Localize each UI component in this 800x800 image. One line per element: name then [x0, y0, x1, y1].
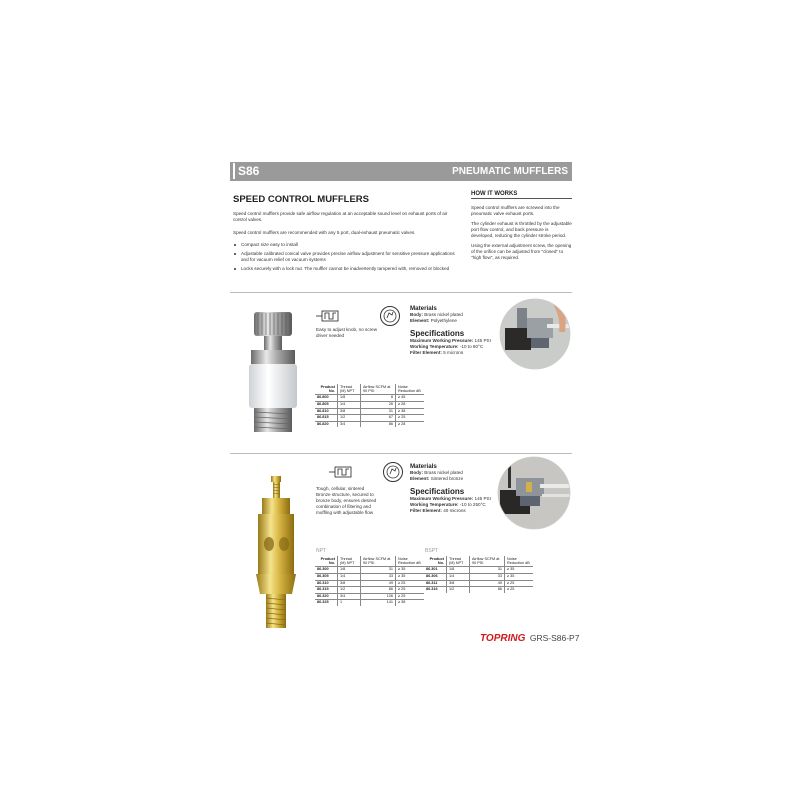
- list-item: Adjustable calibrated conical valve provides precise airflow adjustment for sensitive pressure applications and for vacuum relief on vacuum systems: [233, 251, 461, 263]
- npt-table: Product No. Thread (M) NPT Airflow SCFM at 90 PSI Noise Reduction dB 86.300 1/8 31 ≥ 35 86.305 1/4 33 ≥ 35 86.310 3/8 49 ≥ 25 86.315 1/2 86 ≥ 25 86.320 3/4 106 ≥ 25 86.325 1 141 ≥ 38: [315, 556, 424, 606]
- element-material: Sintered bronze: [430, 476, 464, 481]
- footer: [480, 628, 579, 646]
- product-1-table: Product No. Thread (M) NPT Airflow SCFM at 90 PSI Noise Reduction dB 86.800 1/8 8 ≥ 45 86.805 1/4 26 ≥ 28 86.810 3/8 31 ≥ 38 86.815 1/2 67 ≥ 25 86.820 3/4 86 ≥ 28: [315, 384, 424, 427]
- section-code: S86: [233, 163, 259, 179]
- feature-list: [233, 242, 461, 275]
- how-it-works-title: HOW IT WORKS: [471, 191, 572, 199]
- bspt-table: Product No. Thread (M) NPT Airflow SCFM at 90 PSI Noise Reduction dB 86.301 1/8 31 ≥ 35 86.306 1/4 33 ≥ 35 86.311 3/8 49 ≥ 25 86.316 1/2 86 ≥ 25: [424, 556, 533, 593]
- table-row: 86.820 3/4 86 ≥ 28: [315, 421, 424, 427]
- materials-heading: Materials: [410, 305, 437, 312]
- working-temp: -10 to 80°C: [459, 344, 484, 349]
- intro-paragraph-2: Speed control mufflers are recommended with any 5 port, dual-exhaust pneumatic valves.: [233, 230, 416, 235]
- how-it-works: [471, 191, 572, 261]
- brand-logo: TOPRING: [480, 633, 526, 644]
- how-paragraph-1: Speed control mufflers are screwed into the pneumatic valve exhaust ports.: [471, 205, 560, 216]
- product-1-note: Easy to adjust knob, no screw driver needed: [316, 327, 378, 338]
- npt-label: NPT: [316, 548, 326, 554]
- quality-seal-icon: [383, 462, 403, 482]
- working-temp: -10 to 250°C: [459, 502, 486, 507]
- table-row: 86.800 1/8 8 ≥ 45: [315, 395, 424, 402]
- quality-seal-icon: [380, 306, 400, 326]
- product-1-specs: Materials Body: Brass nickel plated Element: Polyethylene Specifications Maximum Working Pressure: 145 PSI Working Temperature: -10 to 80°C Filter Element: 5 microns: [410, 305, 510, 356]
- body-material: Brass nickel plated: [424, 312, 463, 317]
- divider: [230, 453, 572, 454]
- table-row: 86.305 1/4 33 ≥ 35: [315, 574, 424, 581]
- page-number: GRS-S86-P7: [529, 633, 580, 643]
- muffler-symbol-icon: [329, 466, 355, 478]
- how-paragraph-3: Using the external adjustment screw, the opening of the orifice can be adjusted from "closed" to "high flow", as required.: [471, 243, 572, 260]
- table-row: 86.311 3/8 49 ≥ 25: [424, 580, 533, 587]
- product-2-note: Tough, cellular, sintered Bronze structure, secured to bronze body, ensures desired combination of filtering and muffling with adjustable flow: [316, 486, 377, 515]
- table-row: 86.300 1/8 31 ≥ 35: [315, 567, 424, 574]
- table-row: 86.315 1/2 86 ≥ 25: [315, 587, 424, 594]
- intro-paragraph-1: Speed control mufflers provide safe airflow regulation at an acceptable sound level on exhaust ports of air control valves.: [233, 211, 448, 222]
- speed-muffler-knob-image: [238, 306, 308, 436]
- application-photo-1: [497, 298, 573, 370]
- max-pressure: 145 PSI: [474, 496, 491, 501]
- how-paragraph-2: The cylinder exhaust is throttled by the adjustable port flow control, and back pressure is developed, reducing the cylinder stroke period.: [471, 221, 572, 238]
- table-row: 86.316 1/2 86 ≥ 25: [424, 587, 533, 593]
- element-material: Polyethylene: [430, 318, 457, 323]
- bspt-label: BSPT: [425, 548, 439, 554]
- product-2-specs: Materials Body: Brass nickel plated Element: Sintered bronze Specifications Maximum Working Pressure: 145 PSI Working Temperature: -10 to 250°C Filter Element: 40 microns: [410, 463, 510, 514]
- list-item: Locks securely with a lock nut. The muffler cannot be inadvertently tampered with, removed or blocked: [233, 266, 461, 272]
- table-row: 86.810 3/8 31 ≥ 38: [315, 408, 424, 415]
- specifications-heading: Specifications: [410, 329, 465, 338]
- table-row: 86.815 1/2 67 ≥ 25: [315, 415, 424, 422]
- table-row: 86.805 1/4 26 ≥ 28: [315, 402, 424, 409]
- filter-element: 40 microns: [443, 508, 466, 513]
- section-title: PNEUMATIC MUFFLERS: [452, 166, 568, 177]
- muffler-symbol-icon: [316, 310, 342, 322]
- table-row: 86.310 3/8 49 ≥ 25: [315, 580, 424, 587]
- section-header: [230, 162, 572, 181]
- application-photo-2: [496, 456, 572, 530]
- divider: [230, 292, 572, 293]
- page-title: SPEED CONTROL MUFFLERS: [233, 194, 369, 205]
- table-row: 86.325 1 141 ≥ 38: [315, 600, 424, 606]
- table-row: 86.301 1/8 31 ≥ 35: [424, 567, 533, 574]
- materials-heading: Materials: [410, 463, 437, 470]
- filter-element: 5 microns: [443, 350, 464, 355]
- bronze-muffler-image: [246, 474, 306, 634]
- max-pressure: 145 PSI: [474, 338, 491, 343]
- table-row: 86.320 3/4 106 ≥ 25: [315, 593, 424, 600]
- specifications-heading: Specifications: [410, 487, 465, 496]
- table-row: 86.306 1/4 33 ≥ 35: [424, 574, 533, 581]
- body-material: Brass nickel plated: [424, 470, 463, 475]
- list-item: Compact size easy to install: [233, 242, 461, 248]
